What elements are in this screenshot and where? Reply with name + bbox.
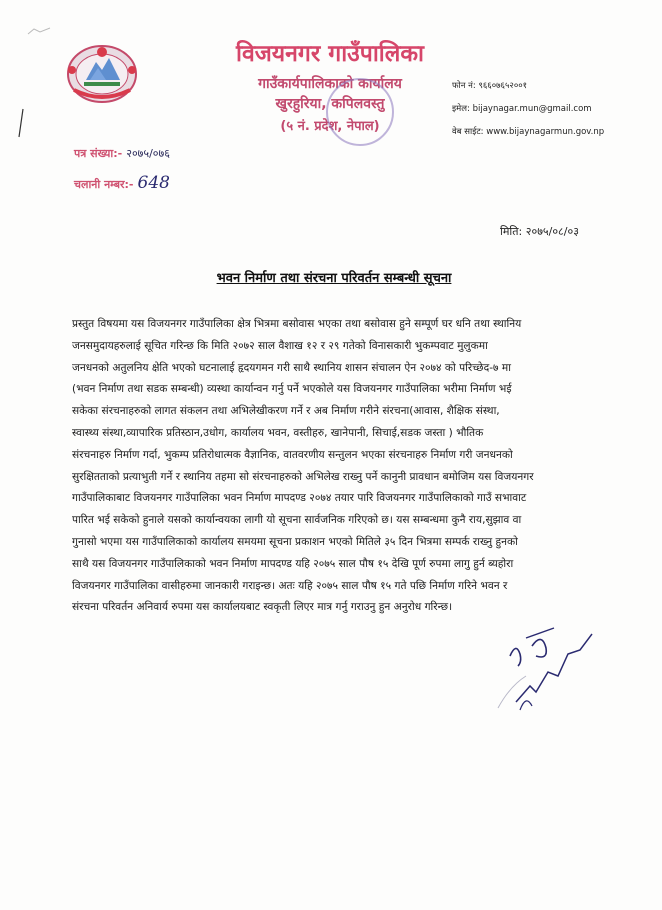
body-line: स्वास्थ्य संस्था,व्यापारिक प्रतिस्ठान,उधोग, कार्यालय भवन, वस्तीहरु, खानेपानी, सिचाई,सडक जस्ता ) भौतिक — [72, 426, 484, 439]
body-line: गुनासो भएमा यस गाउँपालिकाको कार्यालय समयमा सूचना प्रकाशन भएको मितिले ३५ दिन भित्रमा सम्पर्क राख्नु हुनको — [72, 535, 518, 548]
body-line: जनधनको अतुलनिय क्षेति भएको घटनालाई हृदयगमन गरी साथै स्थानिय शासन संचालन ऐन २०७४ को परिच्छेद-७ मा — [72, 361, 511, 374]
office-stamp — [326, 78, 394, 146]
body-line: प्रस्तुत विषयमा यस विजयनगर गाउँपालिका क्षेत्र भित्रमा बसोवास भएका तथा बसोवास हुने सम्पूर्ण घर धनि तथा स्थानिय — [72, 318, 522, 330]
official-signature — [496, 616, 606, 726]
office-province: (५ नं. प्रदेश, नेपाल) — [280, 119, 380, 134]
body-line: सुरक्षितताको प्रत्याभुती गर्ने र स्थानिय तहमा सो संरचनाहरुको अभिलेख राख्नु पर्ने कानुनी प्रावधान बमोजिम यस विजयनगर — [72, 470, 534, 483]
letter-number-label: पत्र संख्या:- — [74, 147, 123, 160]
body-line: (भवन निर्माण तथा सडक सम्बन्धी) व्यस्था कार्यान्वन गर्नु पर्ने भएकोले यस विजयनगर गाउँपालिका भरीमा निर्माण भई — [72, 383, 512, 396]
scan-mark — [26, 26, 56, 36]
body-line: पारित भई सकेको हुनाले यसको कार्यान्वयका लागी यो सूचना सार्वजनिक गरिएको छ। यस सम्बन्धमा कुनै राय,सुझाव वा — [72, 514, 522, 527]
body-line: विजयनगर गाउँपालिका वासीहरुमा जानकारी गराइन्छ। अतः यहि २०७५ साल पौष १५ गते पछि निर्माण गरिने भवन र — [72, 579, 508, 592]
municipality-name: विजयनगर गाउँपालिका — [236, 41, 424, 67]
body-line: जनसमुदायहरुलाई सूचित गरिन्छ कि मिति २०७२ साल वैशाख १२ र २९ गतेको विनासकारी भुकम्पवाट मुलुकमा — [72, 339, 488, 352]
nepal-emblem-icon — [62, 38, 142, 106]
body-line: सकेका संरचनाहरुको लागत संकलन तथा अभिलेखीकरण गर्ने र अब निर्माण गरीने संरचना(आवास, शैक्षिक संस्था, — [72, 405, 500, 418]
pen-mark — [18, 108, 24, 138]
notice-subject: भवन निर्माण तथा संरचना परिवर्तन सम्बन्धी सूचना — [216, 271, 452, 286]
notice-body — [72, 314, 588, 619]
contact-email: इमेल: bijaynagar.mun@gmail.com — [452, 104, 592, 114]
body-line: संरचना परिवर्तन अनिवार्य रुपमा यस कार्यालयबाट स्वकृती लिएर मात्र गर्नु गराउनु हुन अनुरोध गरिन्छ। — [72, 601, 453, 614]
body-line: संरचनाहरु निर्माण गर्दा, भुकम्प प्रतिरोधात्मक वैज्ञानिक, वातवरणीय सन्तुलन भएका संरचनाहरु निर्माण गरी जनधनको — [72, 448, 513, 461]
notice-date: मिति: २०७५/०८/०३ — [500, 225, 579, 238]
dispatch-number-value: 648 — [137, 173, 170, 193]
letter-number — [74, 146, 170, 161]
letter-number-value: २०७५/०७६ — [126, 147, 170, 160]
office-address: खुरहुरिया, कपिलवस्तु — [275, 96, 385, 112]
dispatch-number-label: चलानी नम्बर:- — [74, 178, 134, 191]
office-name: गाउँकार्यपालिकाको कार्यालय — [258, 76, 402, 92]
contact-phone: फोन नं: ९६६०७६५२००१ — [452, 81, 528, 91]
body-line: गाउँपालिकाबाट विजयनगर गाउँपालिका भवन निर्माण मापदण्ड २०७४ तयार पारि विजयनगर गाउँपालिकाको गाउँ सभावाट — [72, 492, 527, 505]
contact-website: वेब साईट: www.bijaynagarmun.gov.np — [452, 127, 605, 137]
dispatch-number — [74, 173, 170, 193]
body-line: साथै यस विजयनगर गाउँपालिकाको भवन निर्माण मापदण्ड यहि २०७५ साल पौष १५ देखि पूर्ण रुपमा लागु हुर्न ब्यहोरा — [72, 557, 514, 570]
